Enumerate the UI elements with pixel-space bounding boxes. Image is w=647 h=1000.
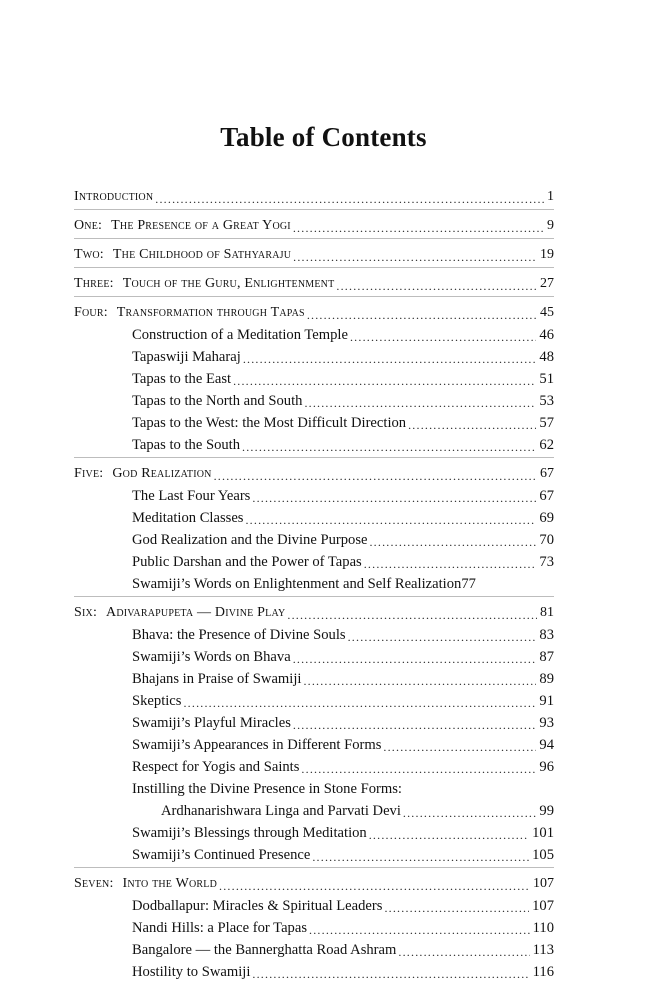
dot-leader	[252, 491, 536, 505]
dot-leader	[369, 828, 529, 842]
entry-text: Swamiji’s Blessings through Meditation	[132, 825, 367, 841]
page-number: 99	[539, 803, 554, 819]
entry-text: The Last Four Years	[132, 488, 251, 504]
chapter-number: Three:	[74, 276, 114, 291]
toc-section-entry[interactable]	[74, 571, 554, 593]
page-number: 45	[540, 305, 554, 320]
toc-entry-title	[132, 846, 310, 864]
entry-text: Hostility to Swamiji	[132, 964, 251, 980]
toc-entry-title	[132, 370, 231, 388]
page-number: 96	[539, 759, 554, 775]
entry-text: Public Darshan and the Power of Tapas	[132, 554, 362, 570]
dot-leader	[245, 513, 536, 527]
toc-entry-title	[132, 897, 382, 915]
toc-chapter-entry[interactable]	[74, 242, 554, 264]
toc-entry-title	[132, 692, 181, 710]
toc-entry-title	[132, 487, 250, 505]
entry-text: Swamiji’s Continued Presence	[132, 847, 311, 863]
dot-leader	[309, 923, 530, 937]
toc-section-entry[interactable]	[74, 776, 554, 798]
chapter-number: Four:	[74, 305, 108, 320]
toc-entry-title	[132, 963, 250, 981]
toc-chapter-entry[interactable]	[74, 600, 554, 622]
toc-section-entry[interactable]	[74, 893, 554, 915]
page-number: 93	[539, 715, 554, 731]
section-divider	[74, 296, 554, 297]
page-number: 89	[539, 671, 554, 687]
page-number: 73	[539, 554, 554, 570]
page-number: 57	[539, 415, 554, 431]
dot-leader	[384, 901, 529, 915]
section-divider	[74, 457, 554, 458]
dot-leader	[303, 674, 536, 688]
toc-entry-title	[74, 304, 305, 322]
dot-leader	[383, 740, 536, 754]
toc-section-entry[interactable]	[74, 527, 554, 549]
entry-text: Bhajans in Praise of Swamiji	[132, 671, 302, 687]
page-title: Table of Contents	[220, 122, 427, 152]
entry-text: Tapaswiji Maharaj	[132, 349, 241, 365]
entry-text: Swamiji’s Appearances in Different Forms	[132, 737, 382, 753]
dot-leader	[304, 396, 536, 410]
toc-section-entry[interactable]	[74, 798, 554, 820]
page-number: 70	[539, 532, 554, 548]
toc-entry-title	[161, 802, 401, 820]
page-number: 81	[540, 605, 554, 620]
toc-section-entry[interactable]	[74, 820, 554, 842]
dot-leader	[252, 967, 529, 981]
page-number: 27	[540, 276, 554, 291]
toc-section-entry[interactable]	[74, 322, 554, 344]
toc-entry-title	[132, 348, 241, 366]
entry-text: Into the World	[122, 876, 218, 891]
dot-leader	[336, 279, 537, 293]
toc-chapter-entry[interactable]	[74, 300, 554, 322]
page-number: 67	[540, 466, 554, 481]
chapter-number: Six:	[74, 605, 98, 620]
chapter-number: One:	[74, 218, 103, 233]
section-divider	[74, 867, 554, 868]
dot-leader	[293, 652, 537, 666]
toc-entry-title	[74, 275, 334, 293]
toc-chapter-entry[interactable]	[74, 213, 554, 235]
toc-entry-title	[132, 758, 299, 776]
section-divider	[74, 209, 554, 210]
entry-text: Ardhanarishwara Linga and Parvati Devi	[161, 803, 401, 819]
toc-entry-title	[132, 575, 461, 593]
toc-entry-title	[132, 326, 348, 344]
dot-leader	[293, 718, 537, 732]
page-number: 107	[533, 876, 554, 891]
toc-entry-title	[132, 414, 406, 432]
entry-text: God Realization	[112, 466, 212, 481]
entry-text: Construction of a Meditation Temple	[132, 327, 348, 343]
dot-leader	[243, 352, 537, 366]
toc-chapter-entry[interactable]	[74, 871, 554, 893]
entry-text: Swamiji’s Playful Miracles	[132, 715, 291, 731]
page-number: 67	[539, 488, 554, 504]
page-number: 101	[532, 825, 554, 841]
page-number: 51	[539, 371, 554, 387]
page-number: 9	[547, 218, 554, 233]
page-number: 19	[540, 247, 554, 262]
dot-leader	[403, 806, 537, 820]
entry-text: Nandi Hills: a Place for Tapas	[132, 920, 308, 936]
dot-leader	[233, 374, 536, 388]
dot-leader	[369, 535, 536, 549]
toc-section-entry[interactable]	[74, 505, 554, 527]
page-number: 113	[532, 942, 554, 958]
entry-text: Meditation Classes	[132, 510, 244, 526]
page-number: 62	[539, 437, 554, 453]
entry-text: Swamiji’s Words on Enlightenment and Self Realization	[132, 576, 462, 592]
entry-text: Tapas to the North and South	[132, 393, 303, 409]
toc-entry-title	[132, 780, 402, 798]
toc-section-entry[interactable]	[74, 959, 554, 981]
page-number: 110	[532, 920, 554, 936]
toc-entry-title	[74, 217, 291, 235]
toc-entry-title	[132, 531, 367, 549]
dot-leader	[219, 879, 530, 893]
toc-entry-title	[132, 553, 362, 571]
toc-section-entry[interactable]	[74, 842, 554, 864]
entry-text: The Presence of a Great Yogi	[111, 218, 291, 233]
section-divider	[74, 238, 554, 239]
toc-entry-title	[132, 714, 291, 732]
entry-text: Skeptics	[132, 693, 182, 709]
page-number: 94	[539, 737, 554, 753]
toc-section-entry[interactable]	[74, 754, 554, 776]
dot-leader	[364, 557, 537, 571]
toc-entry-title	[132, 626, 346, 644]
toc-section-entry[interactable]	[74, 366, 554, 388]
dot-leader	[287, 608, 537, 622]
toc-section-entry[interactable]	[74, 937, 554, 959]
toc-section-entry[interactable]	[74, 549, 554, 571]
chapter-number: Seven:	[74, 876, 114, 891]
toc-section-entry[interactable]	[74, 410, 554, 432]
toc-entry-title	[132, 824, 367, 842]
chapter-number: Two:	[74, 247, 104, 262]
entry-text: Bangalore — the Bannerghatta Road Ashram	[132, 942, 397, 958]
page-number: 105	[532, 847, 554, 863]
dot-leader	[301, 762, 536, 776]
toc-entry-title	[132, 919, 307, 937]
page-number: 116	[532, 964, 554, 980]
page-number: 69	[539, 510, 554, 526]
entry-text: Respect for Yogis and Saints	[132, 759, 300, 775]
entry-text: Tapas to the South	[132, 437, 241, 453]
dot-leader	[242, 440, 536, 454]
entry-text: The Childhood of Sathyaraju	[112, 247, 292, 262]
dot-leader	[293, 250, 537, 264]
toc-entry-title	[132, 436, 240, 454]
dot-leader	[408, 418, 536, 432]
page-number: 77	[461, 576, 476, 592]
section-divider	[74, 596, 554, 597]
toc-entry-title	[132, 509, 243, 527]
section-divider	[74, 267, 554, 268]
dot-leader	[214, 469, 537, 483]
entry-text: Dodballapur: Miracles & Spiritual Leaders	[132, 898, 383, 914]
toc-section-entry[interactable]	[74, 388, 554, 410]
toc-section-entry[interactable]	[74, 432, 554, 454]
toc-section-entry[interactable]	[74, 483, 554, 505]
entry-text: Touch of the Guru, Enlightenment	[122, 276, 335, 291]
entry-text: Tapas to the East	[132, 371, 232, 387]
toc-section-entry[interactable]	[74, 344, 554, 366]
entry-text: Transformation through Tapas	[116, 305, 305, 320]
entry-text: Tapas to the West: the Most Difficult Direction	[132, 415, 407, 431]
entry-text: Introduction	[74, 189, 154, 204]
toc-entry-title	[74, 246, 291, 264]
entry-text: Swamiji’s Words on Bhava	[132, 649, 291, 665]
toc-entry-title	[74, 604, 285, 622]
toc-entry-title	[132, 670, 301, 688]
dot-leader	[293, 221, 544, 235]
entry-text: Adivarapupeta — Divine Play	[106, 605, 286, 620]
toc-chapter-entry[interactable]	[74, 184, 554, 206]
page-number: 53	[539, 393, 554, 409]
dot-leader	[155, 192, 544, 206]
dot-leader	[398, 945, 529, 959]
page-number: 91	[539, 693, 554, 709]
toc-chapter-entry[interactable]	[74, 271, 554, 293]
toc-section-entry[interactable]	[74, 688, 554, 710]
page-number: 1	[547, 189, 554, 204]
toc-section-entry[interactable]	[74, 710, 554, 732]
chapter-number: Five:	[74, 466, 104, 481]
dot-leader	[183, 696, 536, 710]
entry-text: God Realization and the Divine Purpose	[132, 532, 368, 548]
toc-entry-title	[74, 465, 212, 483]
entry-text: Bhava: the Presence of Divine Souls	[132, 627, 346, 643]
toc-section-entry[interactable]	[74, 644, 554, 666]
entry-text: Instilling the Divine Presence in Stone Forms:	[132, 781, 402, 797]
toc-entry-title	[132, 736, 381, 754]
toc-chapter-entry[interactable]	[74, 461, 554, 483]
toc-entry-title	[132, 648, 291, 666]
page-number: 46	[539, 327, 554, 343]
dot-leader	[312, 850, 529, 864]
page-number: 107	[532, 898, 554, 914]
toc-section-entry[interactable]	[74, 622, 554, 644]
table-of-contents	[74, 184, 554, 981]
page-number: 83	[539, 627, 554, 643]
dot-leader	[350, 330, 536, 344]
toc-section-entry[interactable]	[74, 666, 554, 688]
toc-entry-title	[132, 392, 302, 410]
toc-entry-title	[74, 875, 217, 893]
dot-leader	[307, 308, 537, 322]
page-number: 48	[539, 349, 554, 365]
page-number: 87	[539, 649, 554, 665]
toc-entry-title	[132, 941, 396, 959]
toc-section-entry[interactable]	[74, 732, 554, 754]
dot-leader	[348, 630, 537, 644]
toc-entry-title	[74, 188, 153, 206]
toc-section-entry[interactable]	[74, 915, 554, 937]
